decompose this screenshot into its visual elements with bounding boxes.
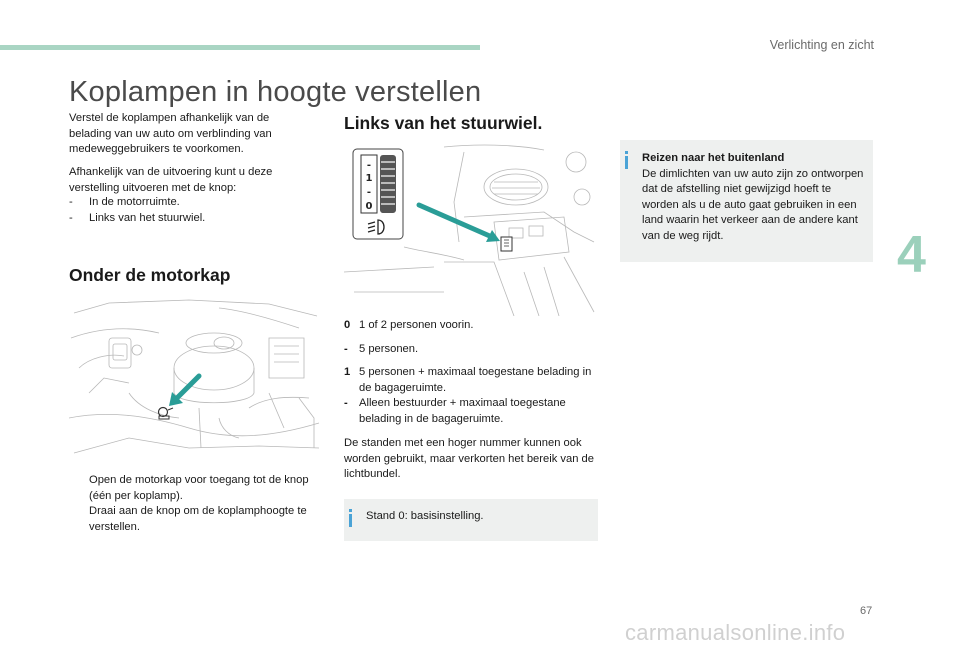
setting-key: 0	[344, 319, 351, 331]
intro-paragraph-1: Verstel de koplampen afhankelijk van de belading van uw auto om verblinding van medeweggebruikers te voorkomen.	[69, 112, 272, 156]
page-number: 67	[860, 605, 873, 617]
info-text: Stand 0: basisinstelling.	[366, 510, 484, 522]
dashboard-illustration	[344, 142, 598, 316]
setting-item	[344, 365, 598, 396]
step-list	[69, 473, 321, 535]
setting-text: 1 of 2 personen voorin.	[359, 319, 474, 331]
intro-paragraph-2: Afhankelijk van de uitvoering kunt u deze verstelling uitvoeren met de knop:	[69, 166, 273, 194]
dash-switch	[501, 237, 512, 251]
setting-key: 1	[344, 366, 351, 379]
pointer-arrow	[419, 205, 492, 237]
option-item	[69, 195, 309, 211]
info-box-abroad	[620, 140, 873, 262]
step-text: Draai aan de knop om de koplamphoogte te verstellen.	[89, 505, 307, 533]
setting-list	[344, 318, 598, 436]
dial-inset	[353, 149, 403, 239]
pointer-arrow	[177, 376, 199, 398]
chapter-number: 4	[897, 226, 926, 284]
setting-text: Alleen bestuurder + maximaal toegestane belading in de bagageruimte.	[359, 397, 566, 425]
dial-label-0: -	[366, 160, 372, 171]
dial-label-1: 1	[365, 173, 373, 184]
option-item	[69, 211, 309, 227]
engine-bay-illustration	[69, 298, 321, 458]
option-list	[69, 195, 309, 226]
option-marker: -	[69, 211, 73, 224]
info-box-default-setting	[344, 499, 598, 541]
setting-text: 5 personen + maximaal toegestane belading in de bagageruimte.	[359, 366, 592, 394]
setting-key: -	[344, 342, 348, 355]
setting-item	[344, 342, 598, 358]
range-note: De standen met een hoger nummer kunnen ook worden gebruikt, maar verkorten het bereik van de lichtbundel.	[344, 437, 594, 481]
dial-label-3: 0	[365, 201, 373, 212]
step-item	[69, 473, 321, 504]
heading-under-hood: Onder de motorkap	[69, 265, 231, 285]
step-marker	[69, 504, 89, 535]
page-title: Koplampen in hoogte verstellen	[69, 76, 482, 108]
adjuster-knob	[159, 408, 174, 420]
setting-item	[344, 318, 598, 334]
heading-left-of-wheel: Links van het stuurwiel.	[344, 113, 543, 133]
step-marker	[69, 473, 89, 504]
setting-key: -	[344, 397, 348, 410]
info-box-text: De dimlichten van uw auto zijn zo ontworpen dat de afstelling niet gewijzigd hoeft te worden als u de auto gaat gebruiken in een land waarin het verkeer aan de andere kant van de weg rijdt.	[642, 167, 864, 242]
info-icon	[625, 151, 628, 154]
header-accent-bar	[0, 45, 480, 50]
option-text: In de motorruimte.	[89, 196, 180, 208]
watermark: carmanualsonline.info	[625, 620, 846, 645]
option-marker: -	[69, 196, 73, 208]
dial-label-2: -	[366, 187, 372, 198]
setting-item	[344, 396, 598, 427]
option-text: Links van het stuurwiel.	[89, 211, 206, 224]
section-header: Verlichting en zicht	[769, 38, 874, 52]
step-item	[69, 504, 321, 535]
info-icon	[349, 509, 352, 512]
step-text: Open de motorkap voor toegang tot de knop (één per koplamp).	[89, 474, 309, 502]
setting-text: 5 personen.	[359, 342, 419, 355]
info-box-title: Reizen naar het buitenland	[642, 152, 785, 164]
